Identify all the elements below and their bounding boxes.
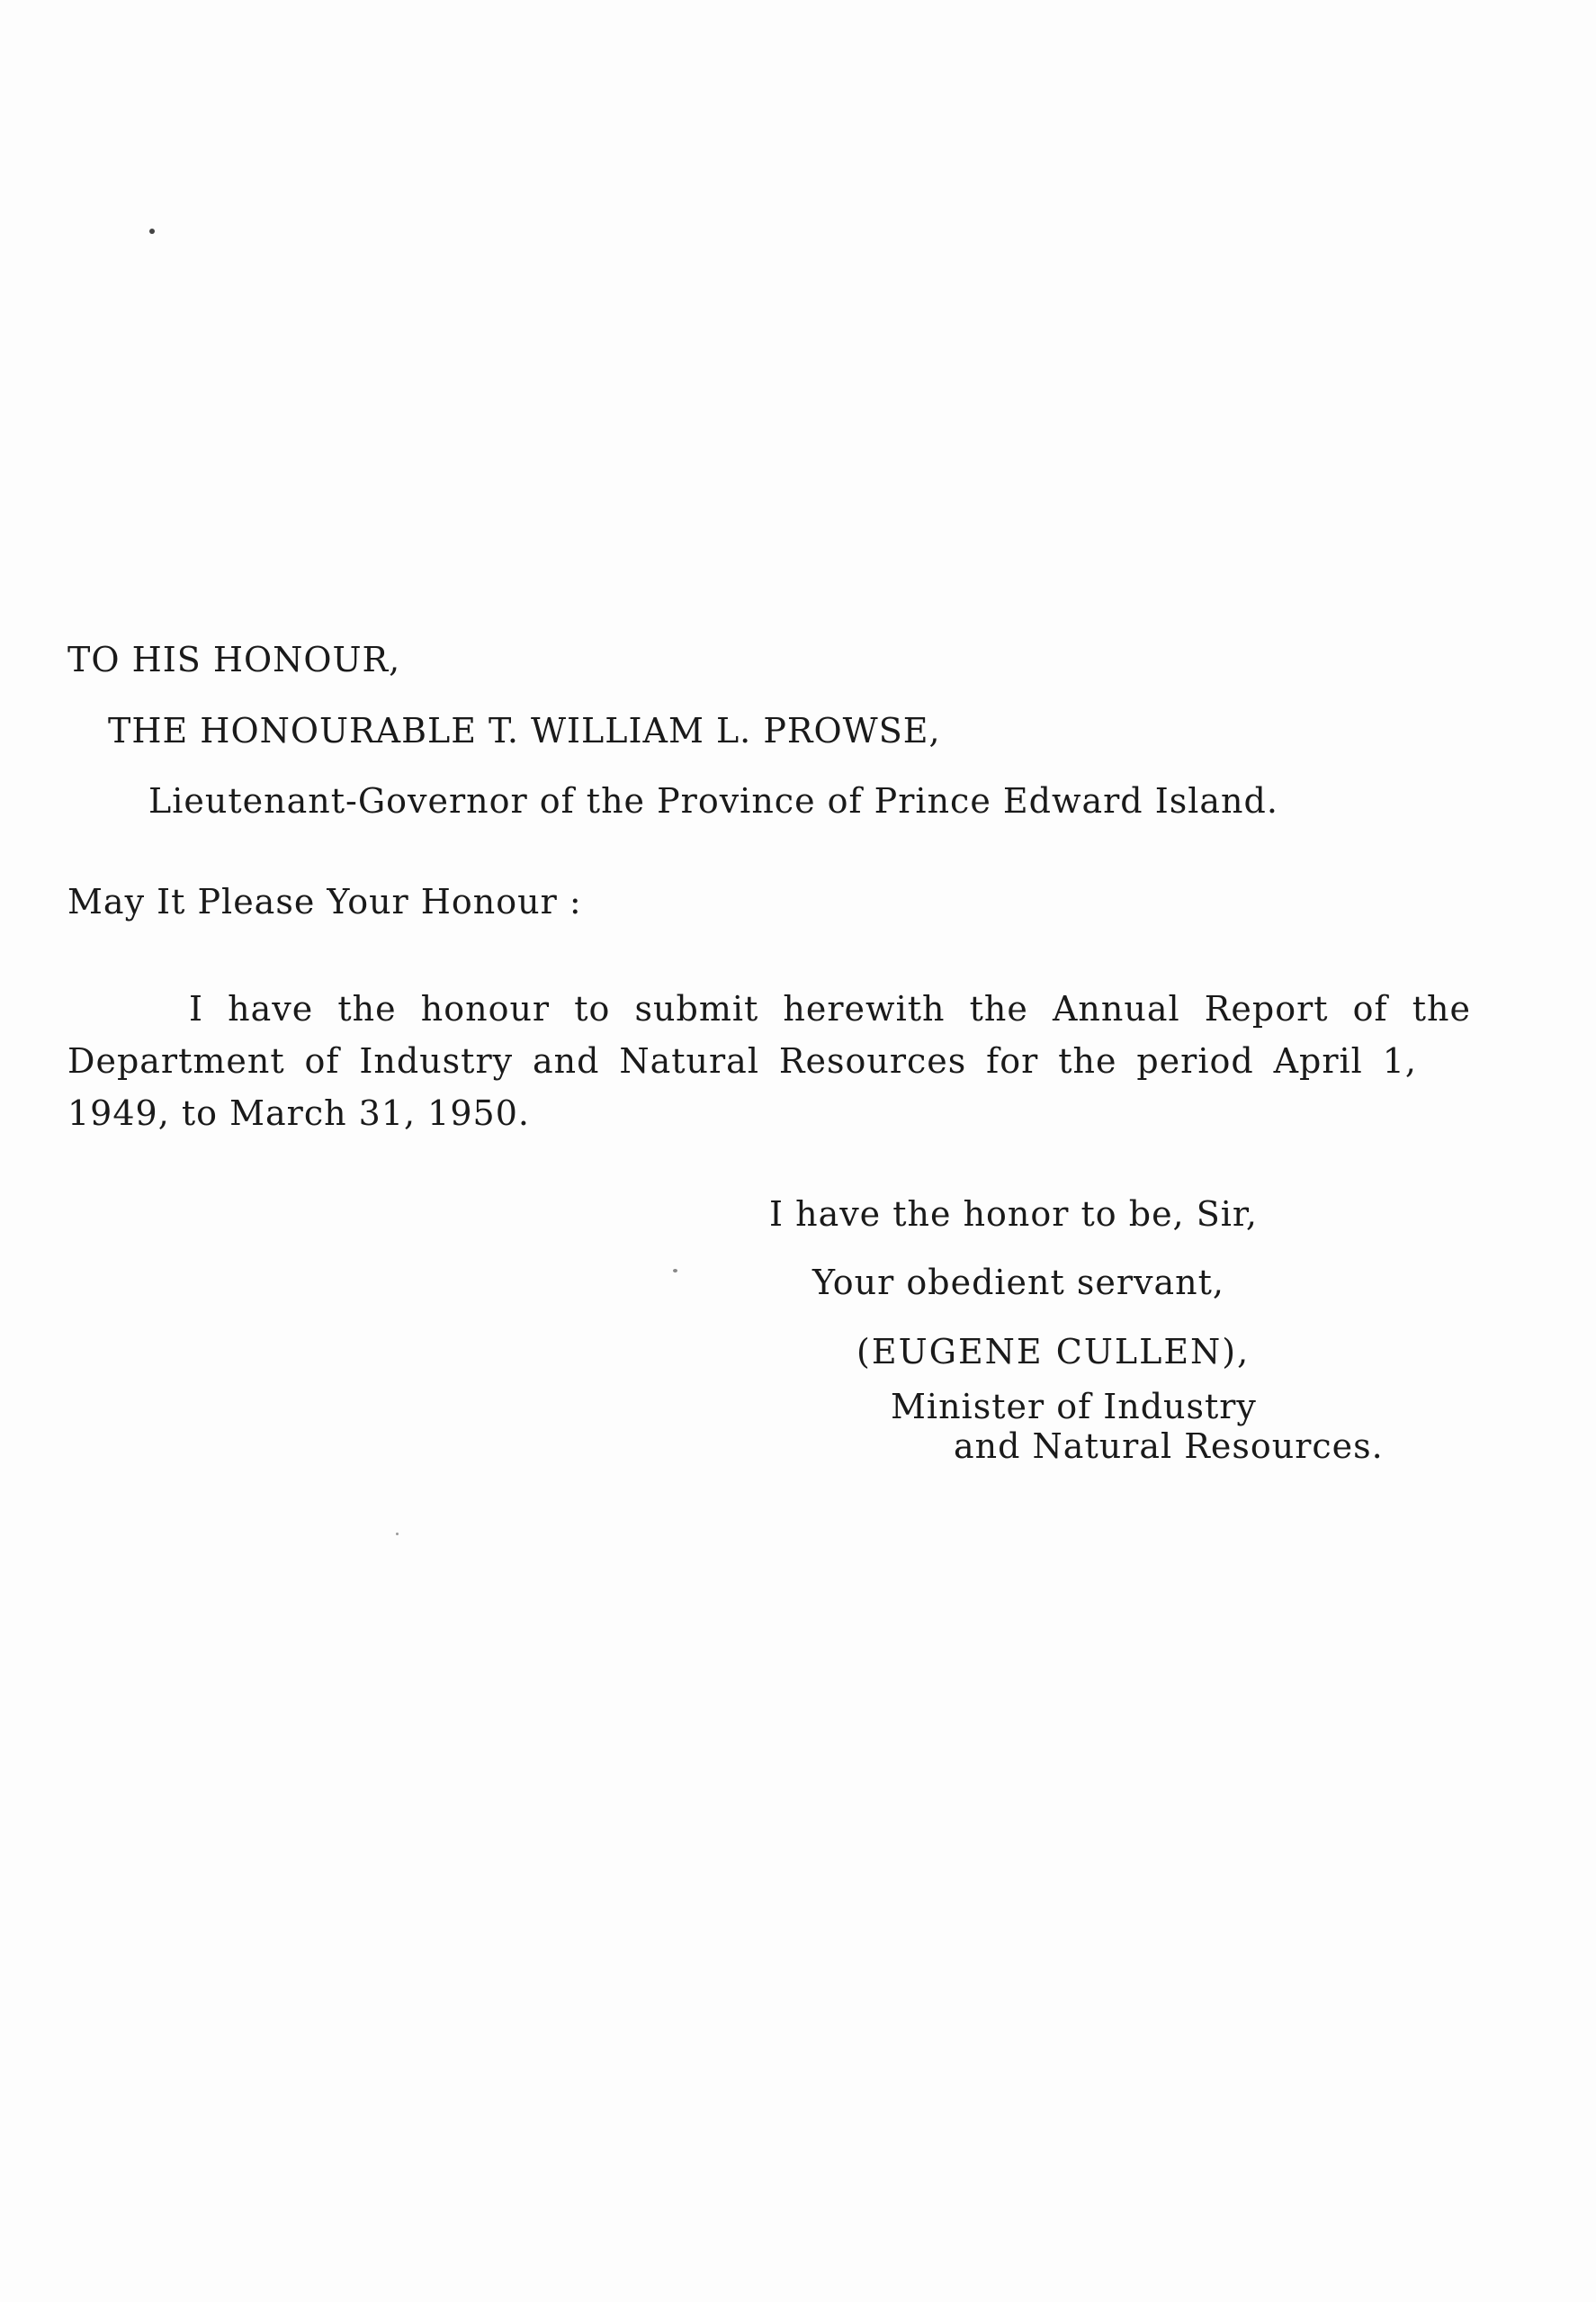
letter-body — [67, 983, 1471, 1139]
print-speck — [149, 229, 155, 234]
body-line-3: 1949, to March 31, 1950. — [67, 1093, 530, 1133]
recipient-name: THE HONOURABLE T. WILLIAM L. PROWSE, — [108, 711, 941, 751]
signatory-name: (EUGENE CULLEN), — [856, 1332, 1251, 1371]
print-speck — [396, 1533, 399, 1535]
signatory-title-2: and Natural Resources. — [954, 1426, 1384, 1466]
salutation-line: TO HIS HONOUR, — [67, 640, 401, 679]
closing-line-2: Your obedient servant, — [812, 1263, 1224, 1302]
body-line-1: I have the honour to submit herewith the Annual Report of the — [189, 989, 1471, 1029]
body-line-2: Department of Industry and Natural Resources for the period April 1, — [67, 1041, 1417, 1081]
signatory-title-1: Minister of Industry — [891, 1387, 1257, 1426]
recipient-title: Lieutenant-Governor of the Province of Prince Edward Island. — [148, 781, 1278, 821]
print-speck — [673, 1269, 677, 1272]
closing-line-1: I have the honor to be, Sir, — [769, 1194, 1258, 1234]
greeting: May It Please Your Honour : — [67, 882, 582, 922]
